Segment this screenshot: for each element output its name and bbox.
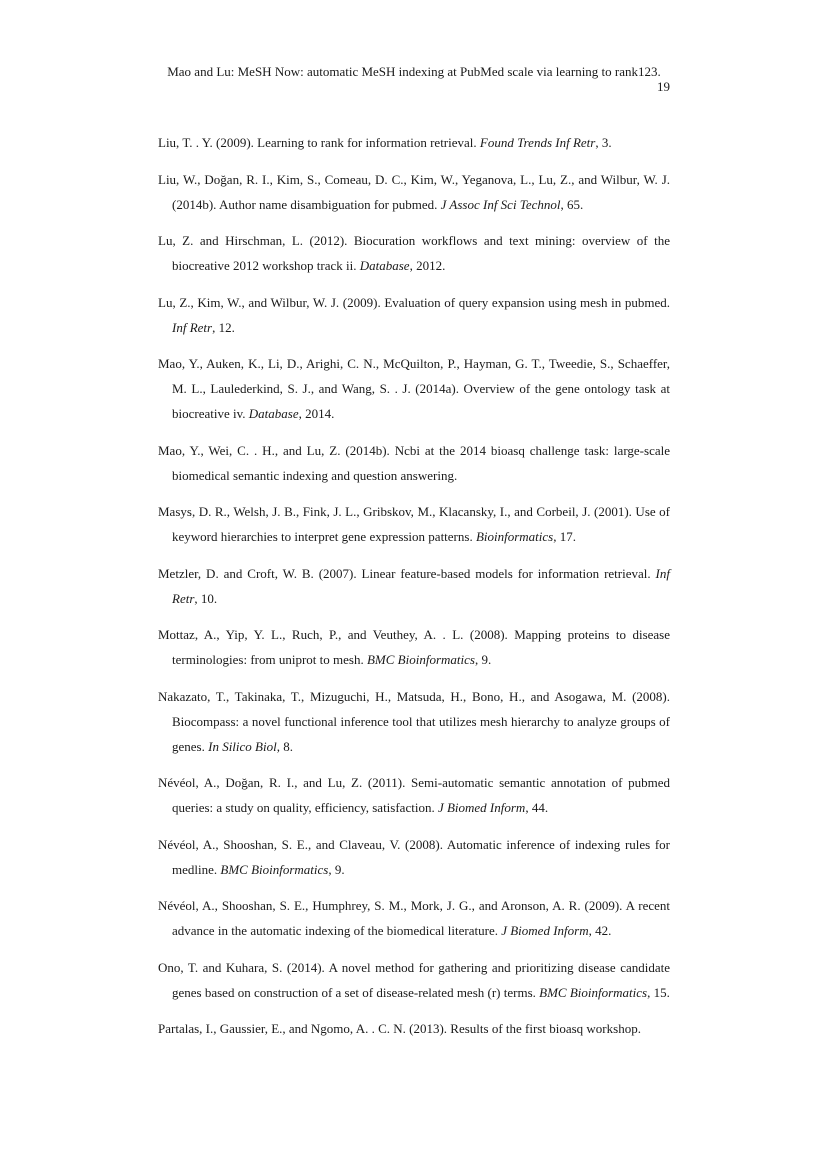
reference-venue: Database bbox=[359, 258, 410, 273]
reference-item bbox=[158, 228, 670, 278]
reference-venue: BMC Bioinformatics bbox=[539, 984, 648, 1000]
reference-venue: BMC Bioinformatics bbox=[220, 861, 329, 877]
reference-text: Névéol, A., Shooshan, S. E., and Claveau, V. (2008). Automatic inference of indexing rules for medline. bbox=[158, 836, 670, 877]
reference-text: Partalas, I., Gaussier, E., and Ngomo, A. . C. N. (2013). Results of the first bioasq workshop. bbox=[158, 1021, 641, 1036]
reference-volume: , 12. bbox=[212, 319, 235, 335]
reference-text: Ono, T. and Kuhara, S. (2014). A novel method for gathering and prioritizing disease candidate genes based on construction of a set of disease-related mesh (r) terms. bbox=[158, 959, 670, 1000]
reference-item bbox=[158, 130, 670, 155]
reference-item bbox=[158, 561, 670, 611]
reference-item bbox=[158, 955, 670, 1005]
reference-venue: Inf Retr bbox=[172, 319, 213, 335]
page-number: 19 bbox=[657, 79, 670, 94]
reference-volume: , 3. bbox=[595, 135, 612, 150]
reference-text: Lu, Z., Kim, W., and Wilbur, W. J. (2009). Evaluation of query expansion using mesh in pubmed. bbox=[158, 294, 670, 310]
reference-venue: In Silico Biol bbox=[208, 738, 277, 754]
reference-text: Liu, T. . Y. (2009). Learning to rank for information retrieval. bbox=[158, 135, 480, 150]
reference-item bbox=[158, 622, 670, 672]
reference-volume: , 2014. bbox=[298, 406, 335, 421]
reference-venue: J Biomed Inform bbox=[501, 923, 589, 938]
reference-item bbox=[158, 893, 670, 943]
reference-venue: J Biomed Inform bbox=[437, 800, 526, 815]
reference-item bbox=[158, 290, 670, 340]
reference-item bbox=[158, 684, 670, 759]
reference-item bbox=[158, 167, 670, 217]
reference-volume: , 42. bbox=[588, 923, 612, 938]
reference-item bbox=[158, 1016, 670, 1041]
reference-text: Mao, Y., Wei, C. . H., and Lu, Z. (2014b). Ncbi at the 2014 bioasq challenge task: large-scale biomedical semantic indexing and question answering. bbox=[158, 442, 670, 483]
reference-text: Névéol, A., Doğan, R. I., and Lu, Z. (2011). Semi-automatic semantic annotation of pubmed queries: a study on quality, efficiency, satisfaction. bbox=[158, 775, 670, 815]
reference-text: Mottaz, A., Yip, Y. L., Ruch, P., and Veuthey, A. . L. (2008). Mapping proteins to disease terminologies: from uniprot to mesh. bbox=[158, 627, 670, 667]
reference-list bbox=[158, 130, 670, 1053]
reference-text: Metzler, D. and Croft, W. B. (2007). Linear feature-based models for information retrieval. bbox=[158, 565, 656, 581]
reference-venue: BMC Bioinformatics bbox=[366, 652, 475, 667]
reference-volume: , 44. bbox=[525, 800, 549, 815]
reference-volume: , 9. bbox=[328, 861, 345, 877]
reference-volume: , 10. bbox=[194, 590, 218, 606]
reference-venue: Found Trends Inf Retr bbox=[479, 135, 596, 150]
reference-text: Mao, Y., Auken, K., Li, D., Arighi, C. N., McQuilton, P., Hayman, G. T., Tweedie, S., Schaeffer, M. L., Laulederkind, S. J., and Wang, S. . J. (2014a). Overview of the gene ontology task at biocreative iv. bbox=[158, 356, 670, 421]
reference-volume: , 65. bbox=[560, 196, 584, 212]
reference-volume: , 2012. bbox=[409, 258, 446, 273]
reference-item bbox=[158, 499, 670, 549]
reference-text: Névéol, A., Shooshan, S. E., Humphrey, S. M., Mork, J. G., and Aronson, A. R. (2009). A recent advance in the automatic indexing of the biomedical literature. bbox=[158, 898, 670, 938]
reference-text: Masys, D. R., Welsh, J. B., Fink, J. L., Gribskov, M., Klacansky, I., and Corbeil, J. (2001). Use of keyword hierarchies to interpret gene expression patterns. bbox=[158, 504, 670, 544]
reference-venue: Bioinformatics bbox=[475, 529, 554, 544]
reference-volume: , 8. bbox=[276, 738, 293, 754]
reference-volume: , 9. bbox=[474, 652, 492, 667]
reference-item bbox=[158, 351, 670, 426]
reference-text: Liu, W., Doğan, R. I., Kim, S., Comeau, D. C., Kim, W., Yeganova, L., Lu, Z., and Wilbur, W. J. (2014b). Author name disambiguation for pubmed. bbox=[158, 171, 670, 212]
reference-text: Nakazato, T., Takinaka, T., Mizuguchi, H., Matsuda, H., Bono, H., and Asogawa, M. (2008). Biocompass: a novel functional inference tool that utilizes mesh hierarchy to analyze groups of genes. bbox=[158, 688, 670, 754]
running-head: Mao and Lu: MeSH Now: automatic MeSH indexing at PubMed scale via learning to rank123. bbox=[167, 64, 661, 79]
reference-text: Lu, Z. and Hirschman, L. (2012). Biocuration workflows and text mining: overview of the biocreative 2012 workshop track ii. bbox=[158, 233, 670, 273]
reference-venue: Database bbox=[248, 406, 299, 421]
reference-volume: , 17. bbox=[553, 529, 576, 544]
reference-item bbox=[158, 438, 670, 488]
reference-venue: Inf Retr bbox=[172, 565, 670, 606]
reference-item bbox=[158, 832, 670, 882]
reference-item bbox=[158, 770, 670, 820]
reference-venue: J Assoc Inf Sci Technol bbox=[440, 196, 561, 212]
reference-volume: , 15. bbox=[647, 984, 670, 1000]
